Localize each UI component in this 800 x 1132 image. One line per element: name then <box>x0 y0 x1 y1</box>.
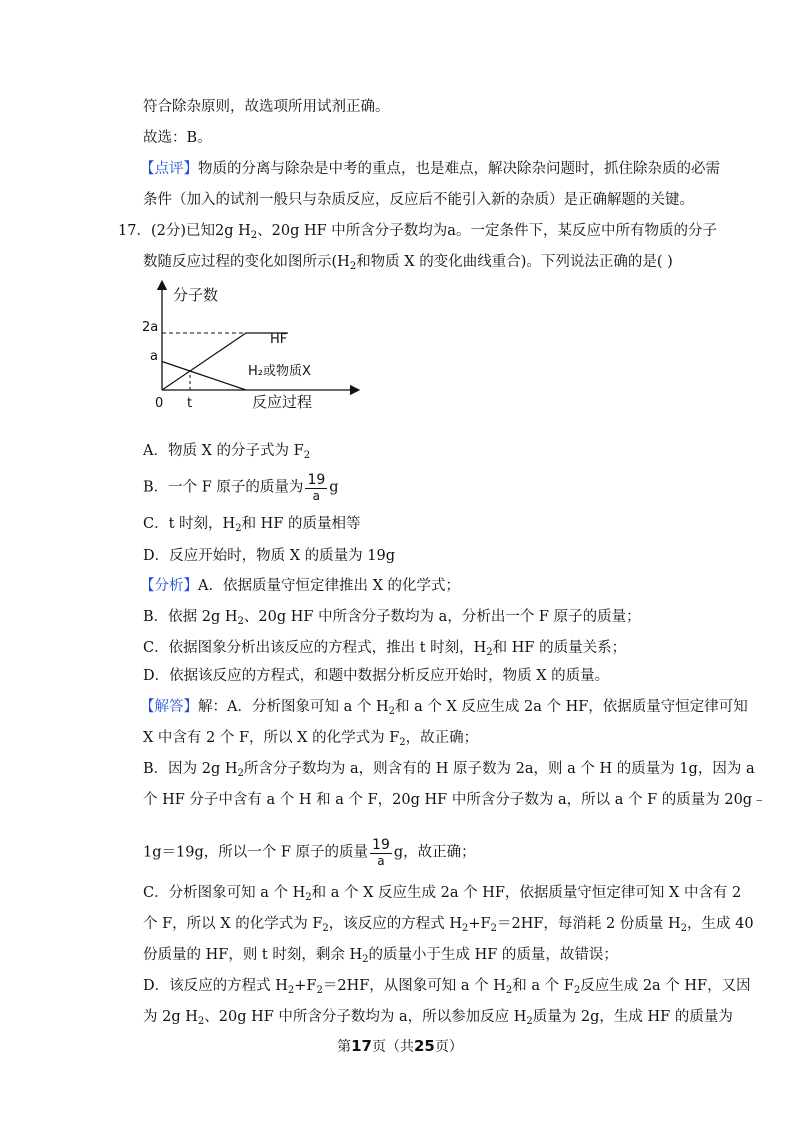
answer-line-1: 【解答】解：A．分析图象可知 a 个 $H_2$和 a 个 X 反应生成 2a 个 HF，依据质量守恒定律可知 <box>140 699 748 717</box>
analysis-line-c: C．依据图象分析出该反应的方程式，推出 t 时刻，$H_2$和 HF 的质量关系； <box>143 640 627 658</box>
answer-line-7: 个 F，所以 X 的化学式为 $F_2$，该反应的方程式 $H_2+F_2=2HF$，每消耗 2 份质量 $H_2$，生成 40 <box>143 916 754 934</box>
option-b: B．一个 F 原子的质量为 $\frac{19}{a}$ g <box>143 472 339 503</box>
analysis-line-b: B．依据 2g $H_2$、20g HF 中所含分子数均为 a，分析出一个 F 原子的质量； <box>143 609 641 627</box>
comment-tag: 【点评】 <box>140 161 198 177</box>
option-c: C．t 时刻，$H_2$和 HF 的质量相等 <box>143 516 361 534</box>
answer-line-8: 份质量的 HF，则 t 时刻，剩余 $H_2$的质量小于生成 HF 的质量，故错误； <box>143 947 618 965</box>
answer-tag: 【解答】 <box>140 699 198 715</box>
total-pages: 25 <box>414 1037 435 1055</box>
question-17-line-1: 17．(2分)已知2g $H_2$、20g HF 中所含分子数均为a。一定条件下，某反应中所有物质的分子 <box>118 223 717 241</box>
y-tick-label-2a: 2a <box>142 320 159 335</box>
analysis-tag: 【分析】 <box>140 578 198 594</box>
paragraph-line: 符合除杂原则，故选项所用试剂正确。 <box>143 99 390 115</box>
x-axis-label: 反应过程 <box>252 393 313 411</box>
comment-line: 【点评】物质的分离与除杂是中考的重点，也是难点，解决除杂问题时，抓住除杂质的必需 <box>140 161 720 177</box>
analysis-line-d: D．依据该反应的方程式，和题中数据分析反应开始时，物质 X 的质量。 <box>143 668 610 684</box>
question-17-line-2: 数随反应过程的变化如图所示($H_2$和物质 X 的变化曲线重合)。下列说法正确的是( ) <box>143 254 673 272</box>
analysis-line-a: 【分析】A．依据质量守恒定律推出 X 的化学式； <box>140 578 461 594</box>
option-a: A．物质 X 的分子式为 $F_2$ <box>143 443 311 461</box>
page-number: 17 <box>351 1037 372 1055</box>
fraction: $\frac{19}{a}$ <box>372 837 390 868</box>
option-d: D．反应开始时，物质 X 的质量为 19g <box>143 548 396 564</box>
origin-label: 0 <box>155 396 164 411</box>
y-tick-label-a: a <box>150 349 158 364</box>
answer-line-2: X 中含有 2 个 F，所以 X 的化学式为 $F_2$，故正确； <box>143 730 479 748</box>
answer-line-6: C．分析图象可知 a 个 $H_2$和 a 个 X 反应生成 2a 个 HF，依据质量守恒定律可知 X 中含有 2 <box>143 885 742 903</box>
page-footer: 第17页（共25页） <box>337 1037 463 1055</box>
answer-line-4: 个 HF 分子中含有 a 个 H 和 a 个 F，20g HF 中所含分子数为 a，所以 a 个 F 的质量为 20g﹣ <box>143 792 767 808</box>
y-axis-label: 分子数 <box>173 286 219 304</box>
answer-line-3: B．因为 2g $H_2$所含分子数均为 a，则含有的 H 原子数为 2a，则 a 个 H 的质量为 1g，因为 a <box>143 761 755 779</box>
answer-line-9: D．该反应的方程式 $H_2+F_2=2HF$，从图象可知 a 个 $H_2$和 a 个 $F_2$反应生成 2a 个 HF，又因 <box>143 978 751 996</box>
molecule-count-chart <box>140 280 360 415</box>
series-label-hf: HF <box>270 332 288 347</box>
series-label-h2-x: H₂或物质X <box>248 364 311 379</box>
answer-line-10: 为 2g $H_2$、20g HF 中所含分子数均为 a，所以参加反应 $H_2$质量为 2g，生成 HF 的质量为 <box>143 1009 733 1027</box>
comment-line-2: 条件（加入的试剂一般只与杂质反应，反应后不能引入新的杂质）是正确解题的关键。 <box>143 192 694 208</box>
answer-choice-line: 故选：B。 <box>143 130 212 146</box>
series-line-h2-x <box>162 362 246 391</box>
x-tick-label-t: t <box>187 396 193 411</box>
answer-line-5: 1g＝19g，所以一个 F 原子的质量 $\frac{19}{a}$ g，故正确； <box>143 837 476 868</box>
fraction: $\frac{19}{a}$ <box>307 472 326 503</box>
